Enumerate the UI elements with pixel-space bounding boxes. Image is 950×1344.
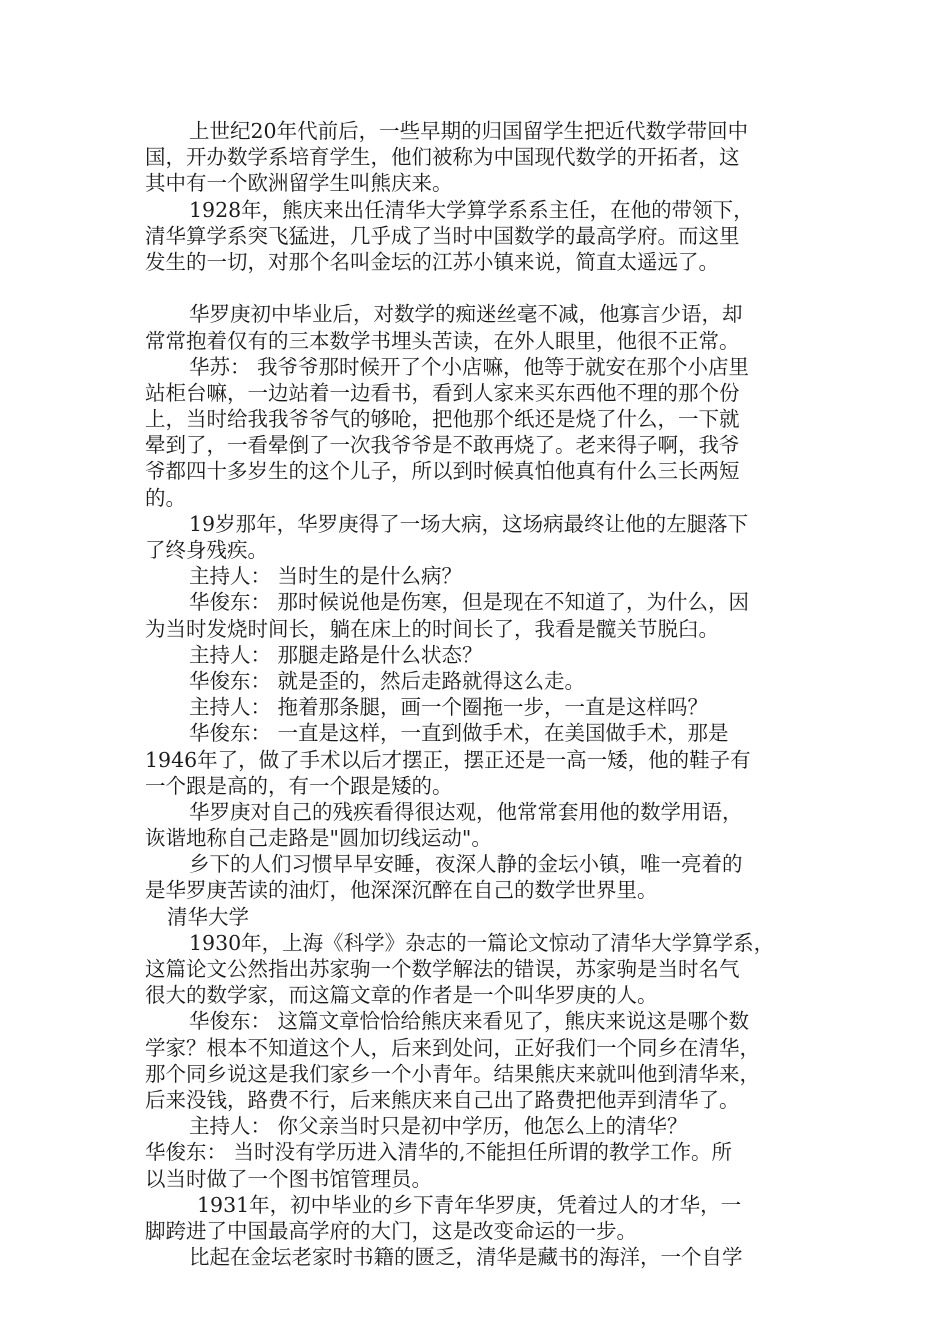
dialogue-line: 站柜台嘛，一边站着一边看书，看到人家来买东西他不理的那个份 [145,380,740,405]
paragraph-line: 上世纪20年代前后，一些早期的归国留学生把近代数学带回中 [189,119,749,143]
paragraph-line: 诙谐地称自己走路是"圆加切线运动"。 [145,826,492,851]
paragraph-line: 华罗庚初中毕业后，对数学的痴迷丝毫不减，他寡言少语，却 [189,302,743,327]
dialogue-line: 华苏： 我爷爷那时候开了个小店嘛，他等于就安在那个小店里 [189,354,750,379]
dialogue-line: 一个跟是高的，有一个跟是矮的。 [145,773,453,798]
dialogue-line: 华俊东： 当时没有学历进入清华的,不能担任所谓的教学工作。所 [145,1140,733,1165]
dialogue-line: 以当时做了一个图书馆管理员。 [145,1166,432,1191]
paragraph-line: 是华罗庚苦读的油灯，他深深沉醉在自己的数学世界里。 [145,878,658,903]
paragraph-line: 其中有一个欧洲留学生叫熊庆来。 [145,171,453,196]
paragraph-line: 1928年，熊庆来出任清华大学算学系系主任，在他的带领下， [189,197,754,222]
dialogue-line: 的。 [145,485,186,510]
dialogue-line: 那个同乡说这是我们家乡一个小青年。结果熊庆来就叫他到清华来， [145,1061,760,1086]
paragraph-line: 1930年，上海《科学》杂志的一篇论文惊动了清华大学算学系， [189,930,775,955]
dialogue-line: 1946年了，做了手术以后才摆正，摆正还是一高一矮，他的鞋子有 [145,747,751,772]
paragraph-line: 脚跨进了中国最高学府的大门，这是改变命运的一步。 [145,1218,637,1243]
dialogue-line: 主持人： 你父亲当时只是初中学历，他怎么上的清华？ [189,1114,688,1139]
dialogue-line: 华俊东： 这篇文章恰恰给熊庆来看见了，熊庆来说这是哪个数 [189,1009,750,1034]
paragraph-line: 常常抱着仅有的三本数学书埋头苦读，在外人眼里，他很不正常。 [145,328,740,353]
paragraph-line: 1931年，初中毕业的乡下青年华罗庚，凭着过人的才华，一 [197,1192,742,1217]
paragraph-line: 发生的一切，对那个名叫金坛的江苏小镇来说，简直太遥远了。 [145,249,719,274]
paragraph-line: 乡下的人们习惯早早安睡，夜深人静的金坛小镇，唯一亮着的 [189,852,743,877]
dialogue-line: 学家？根本不知道这个人，后来到处问，正好我们一个同乡在清华， [145,1035,760,1060]
paragraph-line: 华罗庚对自己的残疾看得很达观，他常常套用他的数学用语， [189,799,743,824]
dialogue-line: 后来没钱，路费不行，后来熊庆来自己出了路费把他弄到清华了。 [145,1087,740,1112]
dialogue-line: 爷都四十多岁生的这个儿子，所以到时候真怕他真有什么三长两短 [145,459,740,484]
dialogue-line: 主持人： 那腿走路是什么状态？ [189,642,483,667]
paragraph-line: 很大的数学家，而这篇文章的作者是一个叫华罗庚的人。 [145,983,658,1008]
dialogue-line: 上，当时给我我爷爷气的够呛，把他那个纸还是烧了什么，一下就 [145,407,740,432]
section-heading: 清华大学 [167,904,249,929]
document-body [145,118,817,1270]
paragraph-line: 这篇论文公然指出苏家驹一个数学解法的错误，苏家驹是当时名气 [145,957,740,981]
paragraph-line: 19岁那年，华罗庚得了一场大病，这场病最终让他的左腿落下 [189,511,749,536]
dialogue-line: 为当时发烧时间长，躺在床上的时间长了，我看是髋关节脱臼。 [145,616,719,641]
dialogue-line: 主持人： 拖着那条腿，画一个圈拖一步，一直是这样吗？ [189,695,709,720]
dialogue-line: 华俊东： 就是歪的，然后走路就得这么走。 [189,668,586,693]
paragraph-line: 清华算学系突飞猛进，几乎成了当时中国数学的最高学府。而这里 [145,223,740,248]
dialogue-line: 华俊东： 一直是这样，一直到做手术，在美国做手术，那是 [189,721,729,746]
dialogue-line: 晕到了，一看晕倒了一次我爷爷是不敢再烧了。老来得子啊，我爷 [145,433,740,458]
paragraph-line: 比起在金坛老家时书籍的匮乏，清华是藏书的海洋，一个自学 [189,1245,743,1270]
dialogue-line: 华俊东： 那时候说他是伤寒，但是现在不知道了，为什么，因 [189,590,750,615]
dialogue-line: 主持人： 当时生的是什么病？ [189,564,463,589]
blank-line [145,275,817,301]
paragraph-line: 了终身残疾。 [145,538,268,562]
paragraph-line: 国，开办数学系培育学生，他们被称为中国现代数学的开拓者，这 [145,145,740,170]
